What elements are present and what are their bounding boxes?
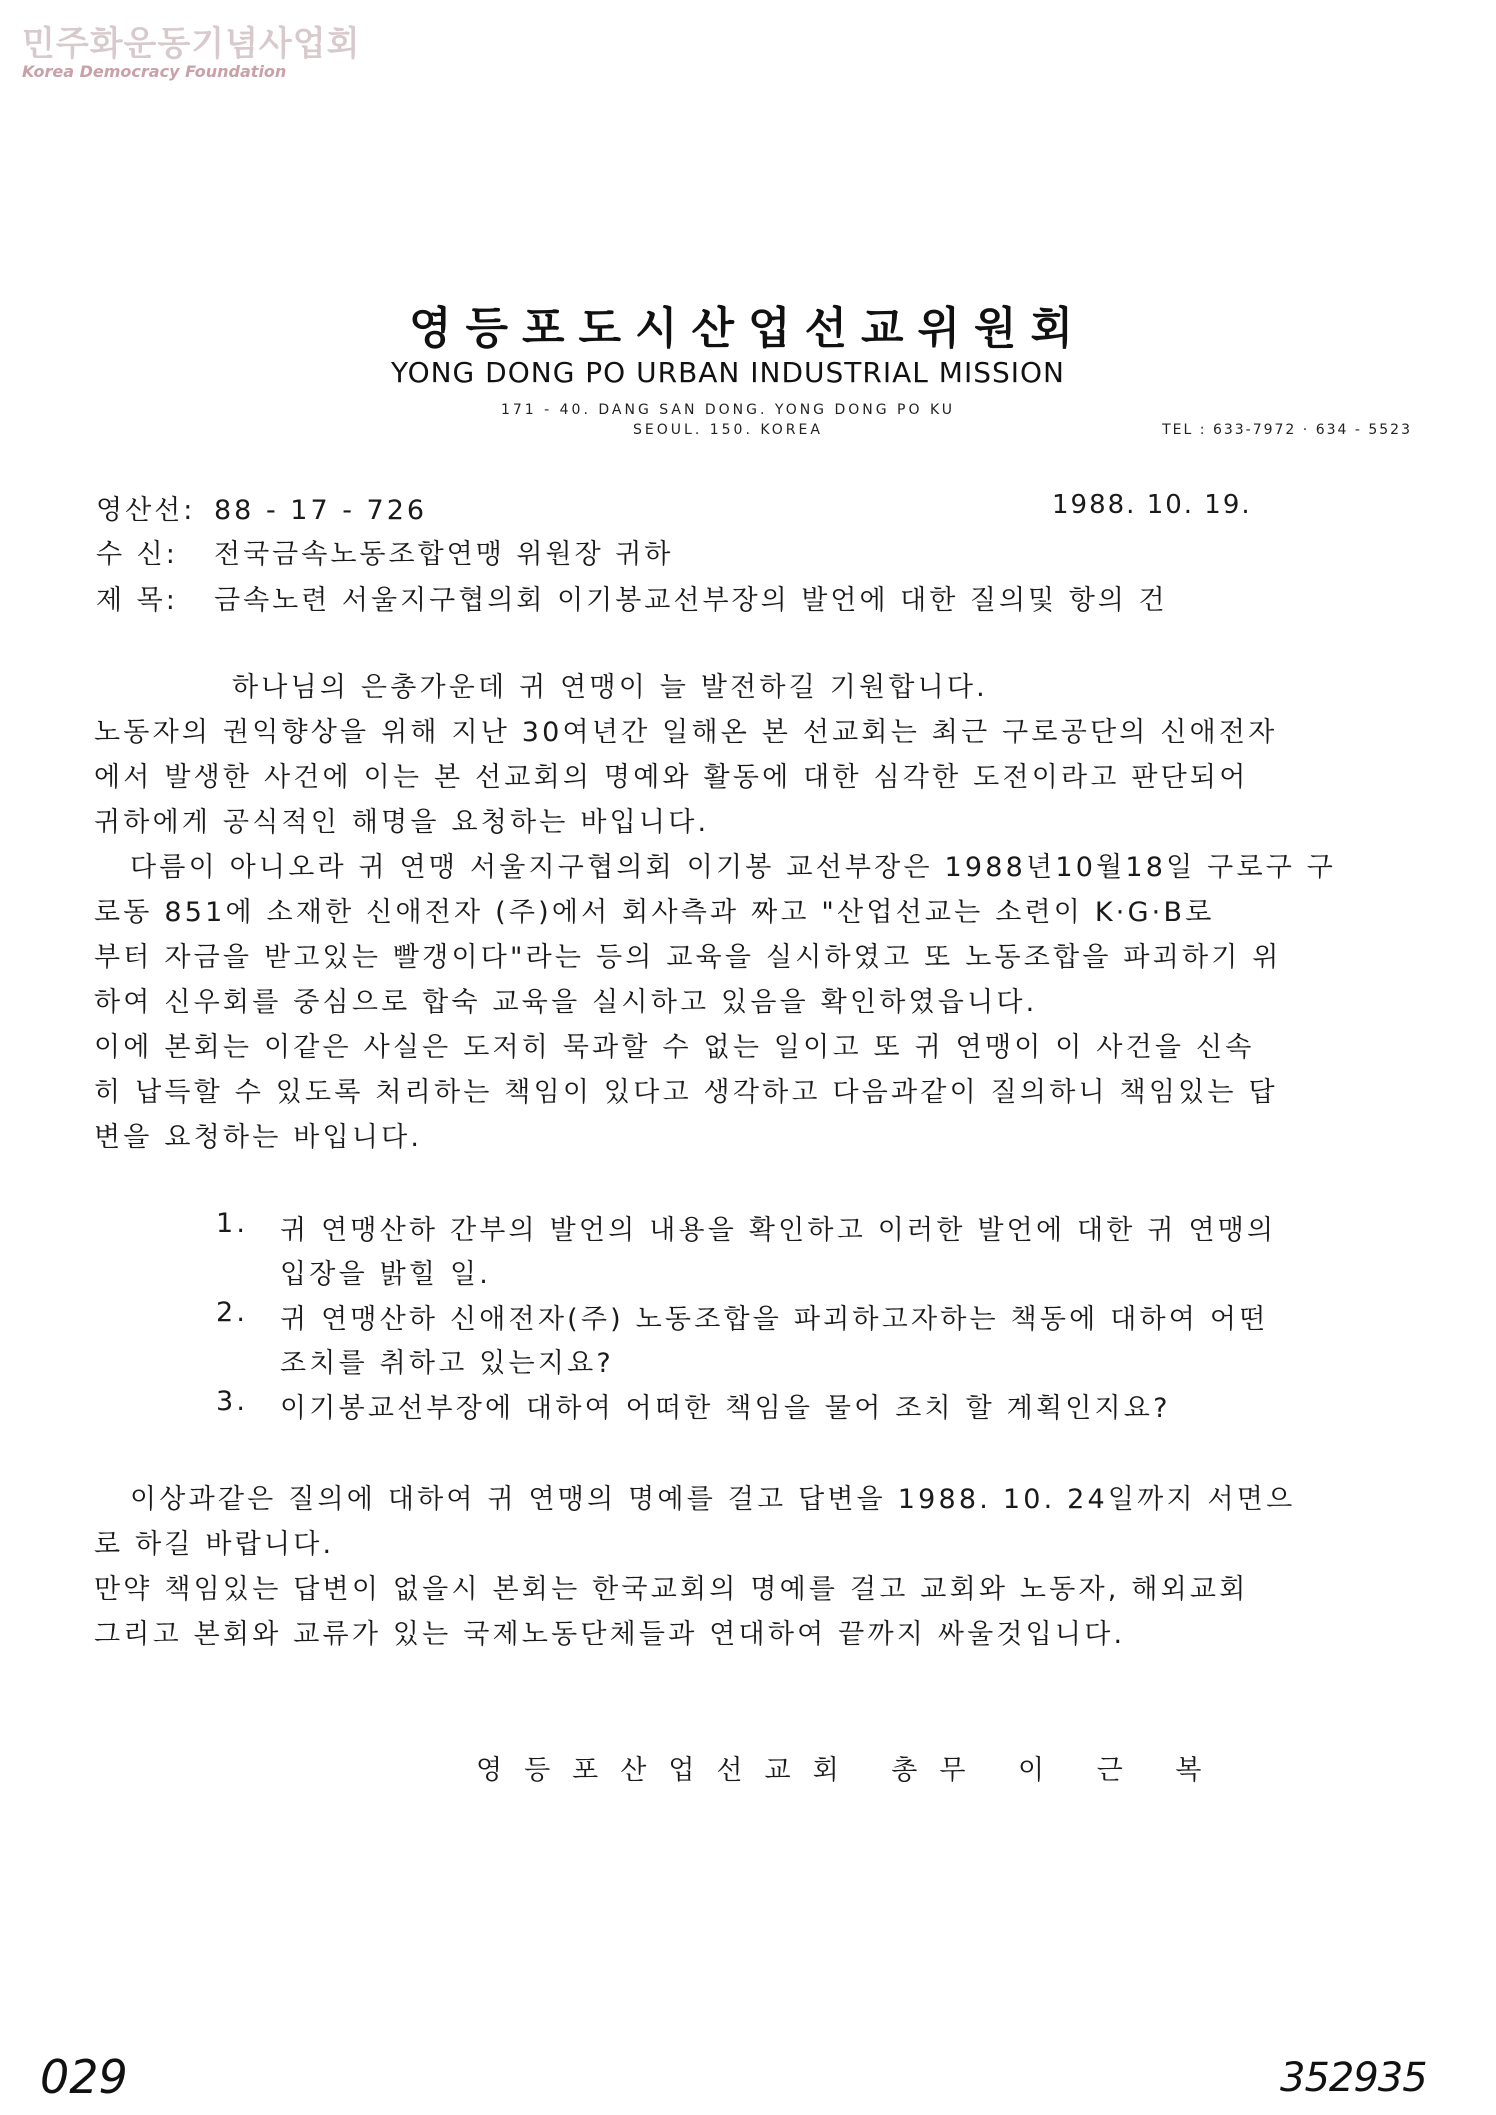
reference-value: 88 - 17 - 726 (214, 495, 428, 526)
item-2-line-1: 귀 연맹산하 신애전자(주) 노동조합을 파괴하고자하는 책동에 대하여 어떤 (280, 1304, 1269, 1335)
body-line-11: 변을 요청하는 바입니다. (94, 1122, 423, 1153)
closing-line-3: 만약 책임있는 답변이 없을시 본회는 한국교회의 명예를 걸고 교회와 노동자, 해외교회 (94, 1574, 1249, 1605)
closing-line-1: 이상과같은 질의에 대하여 귀 연맹의 명예를 걸고 답변을 1988. 10. 24일까지 서면으 (130, 1484, 1296, 1515)
item-1-number: 1. (216, 1208, 249, 1239)
recipient-label: 수 신: (96, 539, 178, 570)
address-line-1: 171 - 40. DANG SAN DONG. YONG DONG PO KU (500, 402, 956, 418)
closing-line-2: 로 하길 바랍니다. (94, 1529, 335, 1560)
body-line-8: 하여 신우회를 중심으로 합숙 교육을 실시하고 있음을 확인하였읍니다. (94, 987, 1038, 1018)
letter-date: 1988. 10. 19. (1052, 490, 1252, 520)
body-line-9: 이에 본회는 이같은 사실은 도저히 묵과할 수 없는 일이고 또 귀 연맹이 이 사건을 신속 (94, 1032, 1255, 1063)
watermark-english: Korea Democracy Foundation (22, 62, 287, 81)
item-3-number: 3. (216, 1386, 249, 1417)
body-line-3: 에서 발생한 사건에 이는 본 선교회의 명예와 활동에 대한 심각한 도전이라고 판단되어 (94, 762, 1249, 793)
item-2-line-2: 조치를 취하고 있는지요? (280, 1348, 614, 1379)
subject-row (96, 578, 1168, 617)
watermark-korean: 민주화운동기념사업회 (22, 24, 361, 64)
item-2-number: 2. (216, 1297, 249, 1328)
item-3-line-1: 이기봉교선부장에 대하여 어떠한 책임을 물어 조치 할 계획인지요? (280, 1393, 1171, 1424)
body-line-1: 하나님의 은총가운데 귀 연맹이 늘 발전하길 기원합니다. (232, 672, 988, 703)
reference-label: 영산선: (96, 495, 196, 526)
address-line-2: SEOUL. 150. KOREA (633, 422, 823, 438)
telephone: TEL : 633-7972 · 634 - 5523 (1162, 422, 1412, 438)
item-1-line-2: 입장을 밝힐 일. (280, 1259, 492, 1290)
body-line-4: 귀하에게 공식적인 해명을 요청하는 바입니다. (94, 807, 710, 838)
subject-label: 제 목: (96, 585, 178, 616)
recipient-value: 전국금속노동조합연맹 위원장 귀하 (214, 539, 674, 570)
closing-line-4: 그리고 본회와 교류가 있는 국제노동단체들과 연대하여 끝까지 싸울것입니다. (94, 1619, 1126, 1650)
reference-row (96, 488, 427, 527)
page-number: 029 (40, 2050, 128, 2104)
org-name-korean: 영등포도시산업선교위원회 (408, 303, 1088, 354)
signature: 영등포산업선교회 총무 이 근 복 (476, 1755, 1224, 1786)
archive-reference-number: 352935 (1280, 2055, 1427, 2101)
body-line-5: 다름이 아니오라 귀 연맹 서울지구협의회 이기봉 교선부장은 1988년10월18일 구로구 구 (130, 852, 1337, 883)
body-line-6: 로동 851에 소재한 신애전자 (주)에서 회사측과 짜고 "산업선교는 소련이 K·G·B로 (94, 897, 1215, 928)
body-line-7: 부터 자금을 받고있는 빨갱이다"라는 등의 교육을 실시하였고 또 노동조합을 파괴하기 위 (94, 942, 1282, 973)
recipient-row (96, 532, 673, 571)
body-line-10: 히 납득할 수 있도록 처리하는 책임이 있다고 생각하고 다음과같이 질의하니 책임있는 답 (94, 1077, 1278, 1108)
org-name-english: YONG DONG PO URBAN INDUSTRIAL MISSION (391, 356, 1065, 389)
subject-value: 금속노련 서울지구협의회 이기봉교선부장의 발언에 대한 질의및 항의 건 (214, 585, 1168, 616)
body-line-2: 노동자의 권익향상을 위해 지난 30여년간 일해온 본 선교회는 최근 구로공단의 신애전자 (94, 717, 1278, 748)
item-1-line-1: 귀 연맹산하 간부의 발언의 내용을 확인하고 이러한 발언에 대한 귀 연맹의 (280, 1215, 1277, 1246)
